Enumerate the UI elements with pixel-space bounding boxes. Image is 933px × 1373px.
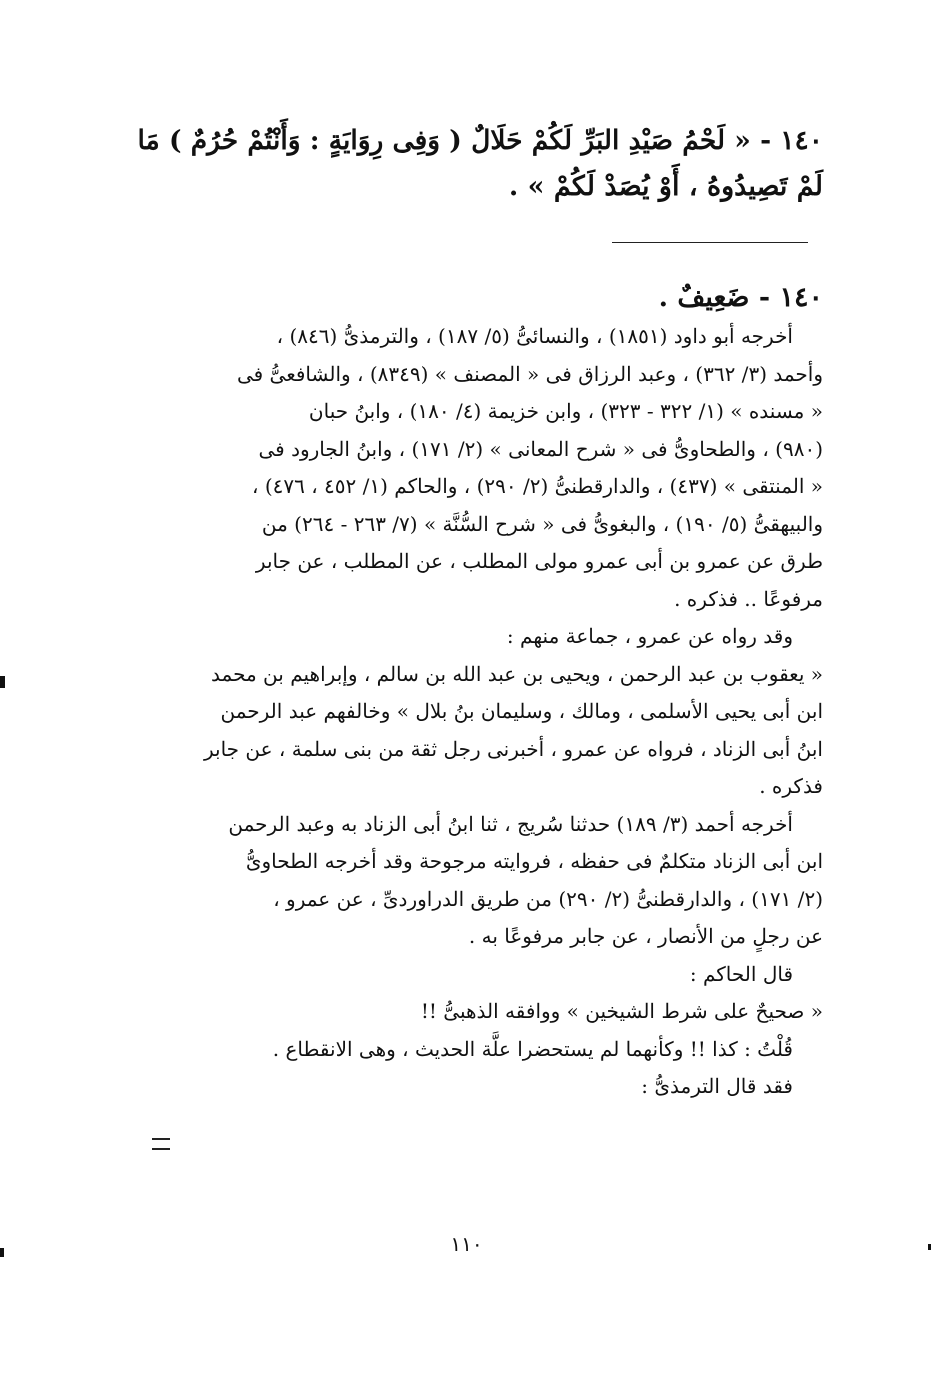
- scan-artifact: [0, 1248, 4, 1257]
- hadith-line: ١٤٠ - « لَحْمُ صَيْدِ البَرِّ لَكُمْ حَلَالٌ ( وَفِى رِوَايَةٍ : وَأَنْتُمْ حُرُمٌ ) مَا: [137, 125, 823, 156]
- commentary-line: ابن أبى يحيى الأسلمى ، ومالك ، وسليمان بنُ بلال » وخالفهم عبد الرحمن: [220, 699, 823, 723]
- commentary-line: أخرجه أحمد (٣/ ١٨٩) حدثنا سُريج ، ثنا ابنُ أبى الزناد به وعبد الرحمن: [228, 811, 793, 836]
- commentary-line: طرق عن عمرو بن أبى عمرو مولى المطلب ، عن المطلب ، عن جابر: [255, 549, 823, 573]
- commentary-line: « يعقوب بن عبد الرحمن ، ويحيى بن عبد الله بن سالم ، وإبراهيم بن محمد: [211, 661, 823, 686]
- scan-artifact: [0, 676, 5, 688]
- hadith-grade-heading: ١٤٠ - ضَعِيفٌ .: [658, 282, 823, 313]
- commentary-line: مرفوعًا .. فذكره .: [674, 586, 823, 611]
- commentary-line: فقد قال الترمذىُّ :: [641, 1074, 793, 1098]
- commentary-line: « صحيحٌ على شرط الشيخين » ووافقه الذهبىُّ !!: [420, 999, 823, 1023]
- commentary-line: (٢/ ١٧١) ، والدارقطنىُّ (٢/ ٢٩٠) من طريق الدراوردىِّ ، عن عمرو ،: [273, 886, 823, 911]
- commentary-line: عن رجلٍ من الأنصار ، عن جابر مرفوعًا به .: [468, 924, 823, 948]
- commentary-text: [112, 318, 823, 1106]
- hadith-text: [130, 118, 823, 210]
- commentary-line: (٩٨٠) ، والطحاوىُّ فى « شرح المعانى » (٢/ ١٧١) ، وابنُ الجارود فى: [258, 436, 823, 461]
- commentary-line: أخرجه أبو داود (١٨٥١) ، والنسائىُّ (٥/ ١٨٧) ، والترمذىُّ (٨٤٦) ،: [276, 324, 793, 348]
- hadith-line: لَمْ تَصِيدُوهُ ، أَوْ يُصَدْ لَكُمْ » .: [508, 171, 823, 202]
- commentary-line: ابنُ أبى الزناد ، فرواه عن عمرو ، أخبرنى رجل ثقة من بنى سلمة ، عن جابر: [203, 736, 823, 761]
- commentary-line: قال الحاكم :: [689, 961, 793, 986]
- page-number: ١١٠: [450, 1232, 483, 1256]
- commentary-line: قُلْتُ : كذا !! وكأنهما لم يستحضرا علَّة الحديث ، وهى الانقطاع .: [272, 1036, 793, 1061]
- commentary-line: فذكره .: [759, 774, 823, 798]
- commentary-line: « مسنده » (١/ ٣٢٢ - ٣٢٣) ، وابن خزيمة (٤/ ١٨٠) ، وابنُ حبان: [308, 399, 823, 423]
- commentary-line: والبيهقىُّ (٥/ ١٩٠) ، والبغوىُّ فى « شرح السُّنَّة » (٧/ ٢٦٣ - ٢٦٤) من: [261, 511, 823, 536]
- scan-artifact: [928, 1244, 931, 1250]
- continuation-mark: [152, 1138, 170, 1150]
- commentary-line: وأحمد (٣/ ٣٦٢) ، وعبد الرزاق فى « المصنف » (٨٣٤٩) ، والشافعىُّ فى: [236, 361, 823, 386]
- commentary-line: ابن أبى الزناد متكلمٌ فى حفظه ، فروايته مرجوحة وقد أخرجه الطحاوىُّ: [245, 849, 823, 873]
- commentary-line: « المنتقى » (٤٣٧) ، والدارقطنىُّ (٢/ ٢٩٠) ، والحاكم (١/ ٤٥٢ ، ٤٧٦) ،: [252, 474, 823, 498]
- commentary-line: وقد رواه عن عمرو ، جماعة منهم :: [506, 624, 793, 648]
- section-separator: [612, 242, 808, 243]
